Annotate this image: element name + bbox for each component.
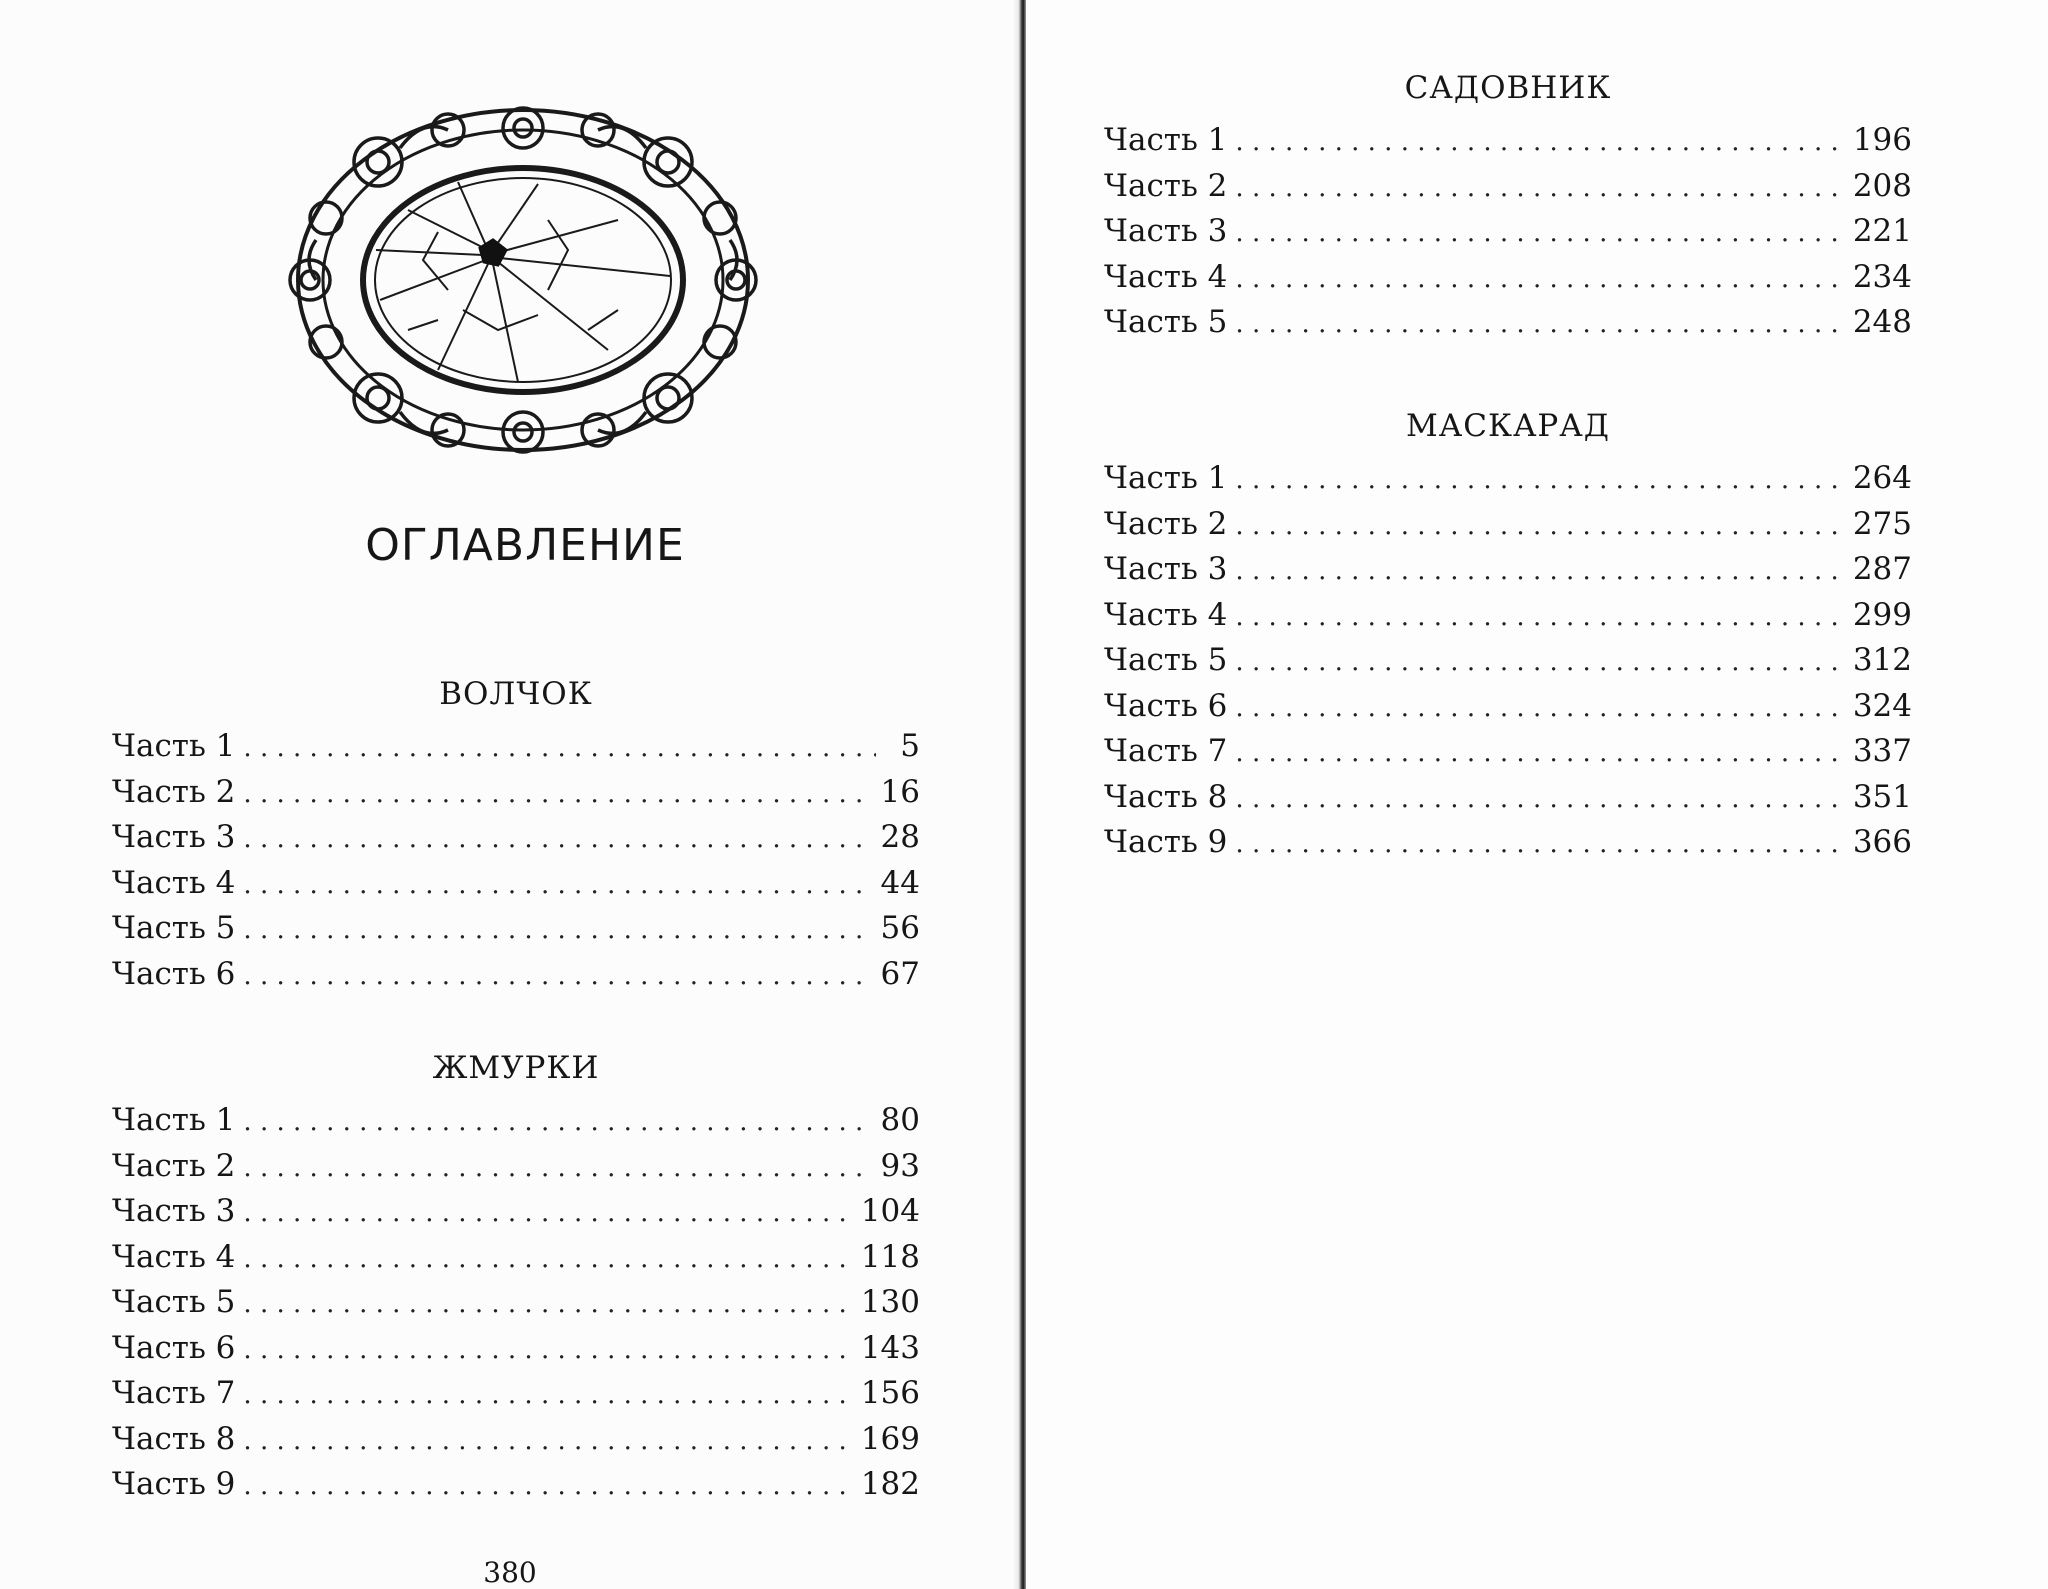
toc-entry[interactable] — [1104, 820, 1912, 866]
entry-label: Часть 5 — [112, 1284, 236, 1320]
toc-entry[interactable] — [112, 1326, 920, 1372]
entry-label: Часть 9 — [112, 1466, 236, 1502]
entry-page: 366 — [1852, 824, 1912, 860]
entry-page: 299 — [1852, 596, 1912, 633]
entry-label: Часть 5 — [112, 910, 236, 946]
toc-entry[interactable] — [112, 1417, 920, 1463]
toc-entry[interactable] — [1104, 593, 1912, 639]
toc-entry[interactable] — [1104, 729, 1912, 775]
section-heading: ВОЛЧОК — [439, 676, 593, 712]
entry-page: 5 — [900, 728, 920, 764]
entry-label: Часть 2 — [1104, 505, 1228, 542]
entry-page: 248 — [1852, 304, 1912, 340]
toc-entry[interactable] — [112, 1235, 920, 1281]
entry-page: 67 — [880, 955, 920, 992]
entry-page: 234 — [1852, 258, 1912, 295]
right-page — [1026, 0, 2048, 1589]
section-maskarad — [1104, 404, 1912, 866]
dot-leader — [1235, 822, 1844, 868]
entry-page: 80 — [880, 1102, 920, 1138]
entry-page: 312 — [1852, 642, 1912, 678]
entry-label: Часть 3 — [112, 819, 236, 855]
dot-leader — [1235, 731, 1844, 777]
entry-label: Часть 6 — [1104, 687, 1228, 724]
dot-leader — [1235, 686, 1844, 732]
entry-page: 118 — [860, 1238, 920, 1275]
dot-leader — [243, 1191, 852, 1237]
entry-page: 275 — [1852, 505, 1912, 542]
toc-entry[interactable] — [112, 724, 920, 770]
entry-page: 93 — [880, 1147, 920, 1184]
entry-page: 287 — [1852, 551, 1912, 587]
entry-label: Часть 2 — [1104, 167, 1228, 204]
toc-entry[interactable] — [1104, 638, 1912, 684]
dot-leader — [1235, 640, 1844, 686]
dot-leader — [243, 1100, 872, 1146]
page-number: 380 — [483, 1556, 537, 1589]
dot-leader — [243, 772, 872, 818]
dot-leader — [243, 726, 876, 772]
entry-label: Часть 8 — [1104, 778, 1228, 815]
section-heading: ЖМУРКИ — [432, 1050, 600, 1086]
entry-label: Часть 4 — [1104, 258, 1228, 295]
broken-mirror-ornament-icon — [288, 100, 758, 460]
entry-label: Часть 3 — [112, 1193, 236, 1229]
dot-leader — [1235, 458, 1844, 504]
entry-page: 16 — [880, 773, 920, 810]
entry-label: Часть 1 — [1104, 122, 1228, 158]
entry-page: 104 — [860, 1193, 920, 1229]
toc-entry[interactable] — [1104, 547, 1912, 593]
dot-leader — [1235, 302, 1844, 348]
entry-page: 351 — [1852, 778, 1912, 815]
entry-page: 143 — [860, 1329, 920, 1366]
toc-entry[interactable] — [1104, 164, 1912, 210]
dot-leader — [1235, 777, 1844, 823]
entry-page: 264 — [1852, 460, 1912, 496]
entry-label: Часть 4 — [112, 864, 236, 901]
left-page — [0, 0, 1022, 1589]
contents-title: ОГЛАВЛЕНИЕ — [365, 520, 685, 571]
entry-page: 56 — [880, 910, 920, 946]
toc-entry[interactable] — [1104, 502, 1912, 548]
dot-leader — [1235, 595, 1844, 641]
entry-page: 221 — [1852, 213, 1912, 249]
entry-page: 182 — [860, 1466, 920, 1502]
entry-page: 169 — [860, 1420, 920, 1457]
entry-label: Часть 8 — [112, 1420, 236, 1457]
dot-leader — [243, 1373, 852, 1419]
dot-leader — [1235, 166, 1844, 212]
toc-entry[interactable] — [1104, 118, 1912, 164]
section-heading: САДОВНИК — [1404, 70, 1612, 106]
toc-entry[interactable] — [112, 906, 920, 952]
entry-label: Часть 4 — [1104, 596, 1228, 633]
toc-entry[interactable] — [112, 861, 920, 907]
toc-entry[interactable] — [1104, 300, 1912, 346]
entry-label: Часть 1 — [112, 728, 236, 764]
entry-label: Часть 7 — [1104, 733, 1228, 769]
entry-label: Часть 6 — [112, 1329, 236, 1366]
dot-leader — [243, 908, 872, 954]
dot-leader — [243, 1328, 852, 1374]
toc-entry[interactable] — [112, 815, 920, 861]
toc-entry[interactable] — [112, 1280, 920, 1326]
dot-leader — [243, 1146, 872, 1192]
toc-entry[interactable] — [1104, 255, 1912, 301]
entry-label: Часть 1 — [112, 1102, 236, 1138]
toc-entry[interactable] — [112, 1144, 920, 1190]
dot-leader — [1235, 211, 1844, 257]
dot-leader — [243, 1282, 852, 1328]
entry-label: Часть 5 — [1104, 642, 1228, 678]
dot-leader — [243, 1237, 852, 1283]
entry-label: Часть 7 — [112, 1375, 236, 1411]
dot-leader — [1235, 549, 1844, 595]
entry-page: 28 — [880, 819, 920, 855]
toc-entry[interactable] — [1104, 684, 1912, 730]
toc-entry[interactable] — [112, 1462, 920, 1508]
toc-entry[interactable] — [1104, 775, 1912, 821]
dot-leader — [243, 817, 872, 863]
section-sadovnik — [1104, 66, 1912, 346]
toc-entry[interactable] — [1104, 209, 1912, 255]
section-heading: МАСКАРАД — [1406, 408, 1610, 444]
entry-page: 208 — [1852, 167, 1912, 204]
entry-label: Часть 2 — [112, 1147, 236, 1184]
entry-label: Часть 6 — [112, 955, 236, 992]
dot-leader — [243, 954, 872, 1000]
toc-entry[interactable] — [112, 952, 920, 998]
dot-leader — [243, 863, 872, 909]
dot-leader — [1235, 504, 1844, 550]
toc-entry[interactable] — [112, 1098, 920, 1144]
entry-page: 324 — [1852, 687, 1912, 724]
toc-entry[interactable] — [112, 1371, 920, 1417]
dot-leader — [243, 1464, 852, 1510]
entry-page: 130 — [860, 1284, 920, 1320]
entry-page: 44 — [880, 864, 920, 901]
entry-page: 156 — [860, 1375, 920, 1411]
toc-entry[interactable] — [1104, 456, 1912, 502]
entry-page: 337 — [1852, 733, 1912, 769]
entry-page: 196 — [1852, 122, 1912, 158]
entry-label: Часть 1 — [1104, 460, 1228, 496]
entry-label: Часть 3 — [1104, 551, 1228, 587]
entry-label: Часть 5 — [1104, 304, 1228, 340]
section-volchok — [112, 672, 920, 997]
toc-entry[interactable] — [112, 1189, 920, 1235]
dot-leader — [243, 1419, 852, 1465]
section-zhmurki — [112, 1046, 920, 1508]
entry-label: Часть 3 — [1104, 213, 1228, 249]
entry-label: Часть 9 — [1104, 824, 1228, 860]
entry-label: Часть 4 — [112, 1238, 236, 1275]
entry-label: Часть 2 — [112, 773, 236, 810]
dot-leader — [1235, 120, 1844, 166]
toc-entry[interactable] — [112, 770, 920, 816]
dot-leader — [1235, 257, 1844, 303]
